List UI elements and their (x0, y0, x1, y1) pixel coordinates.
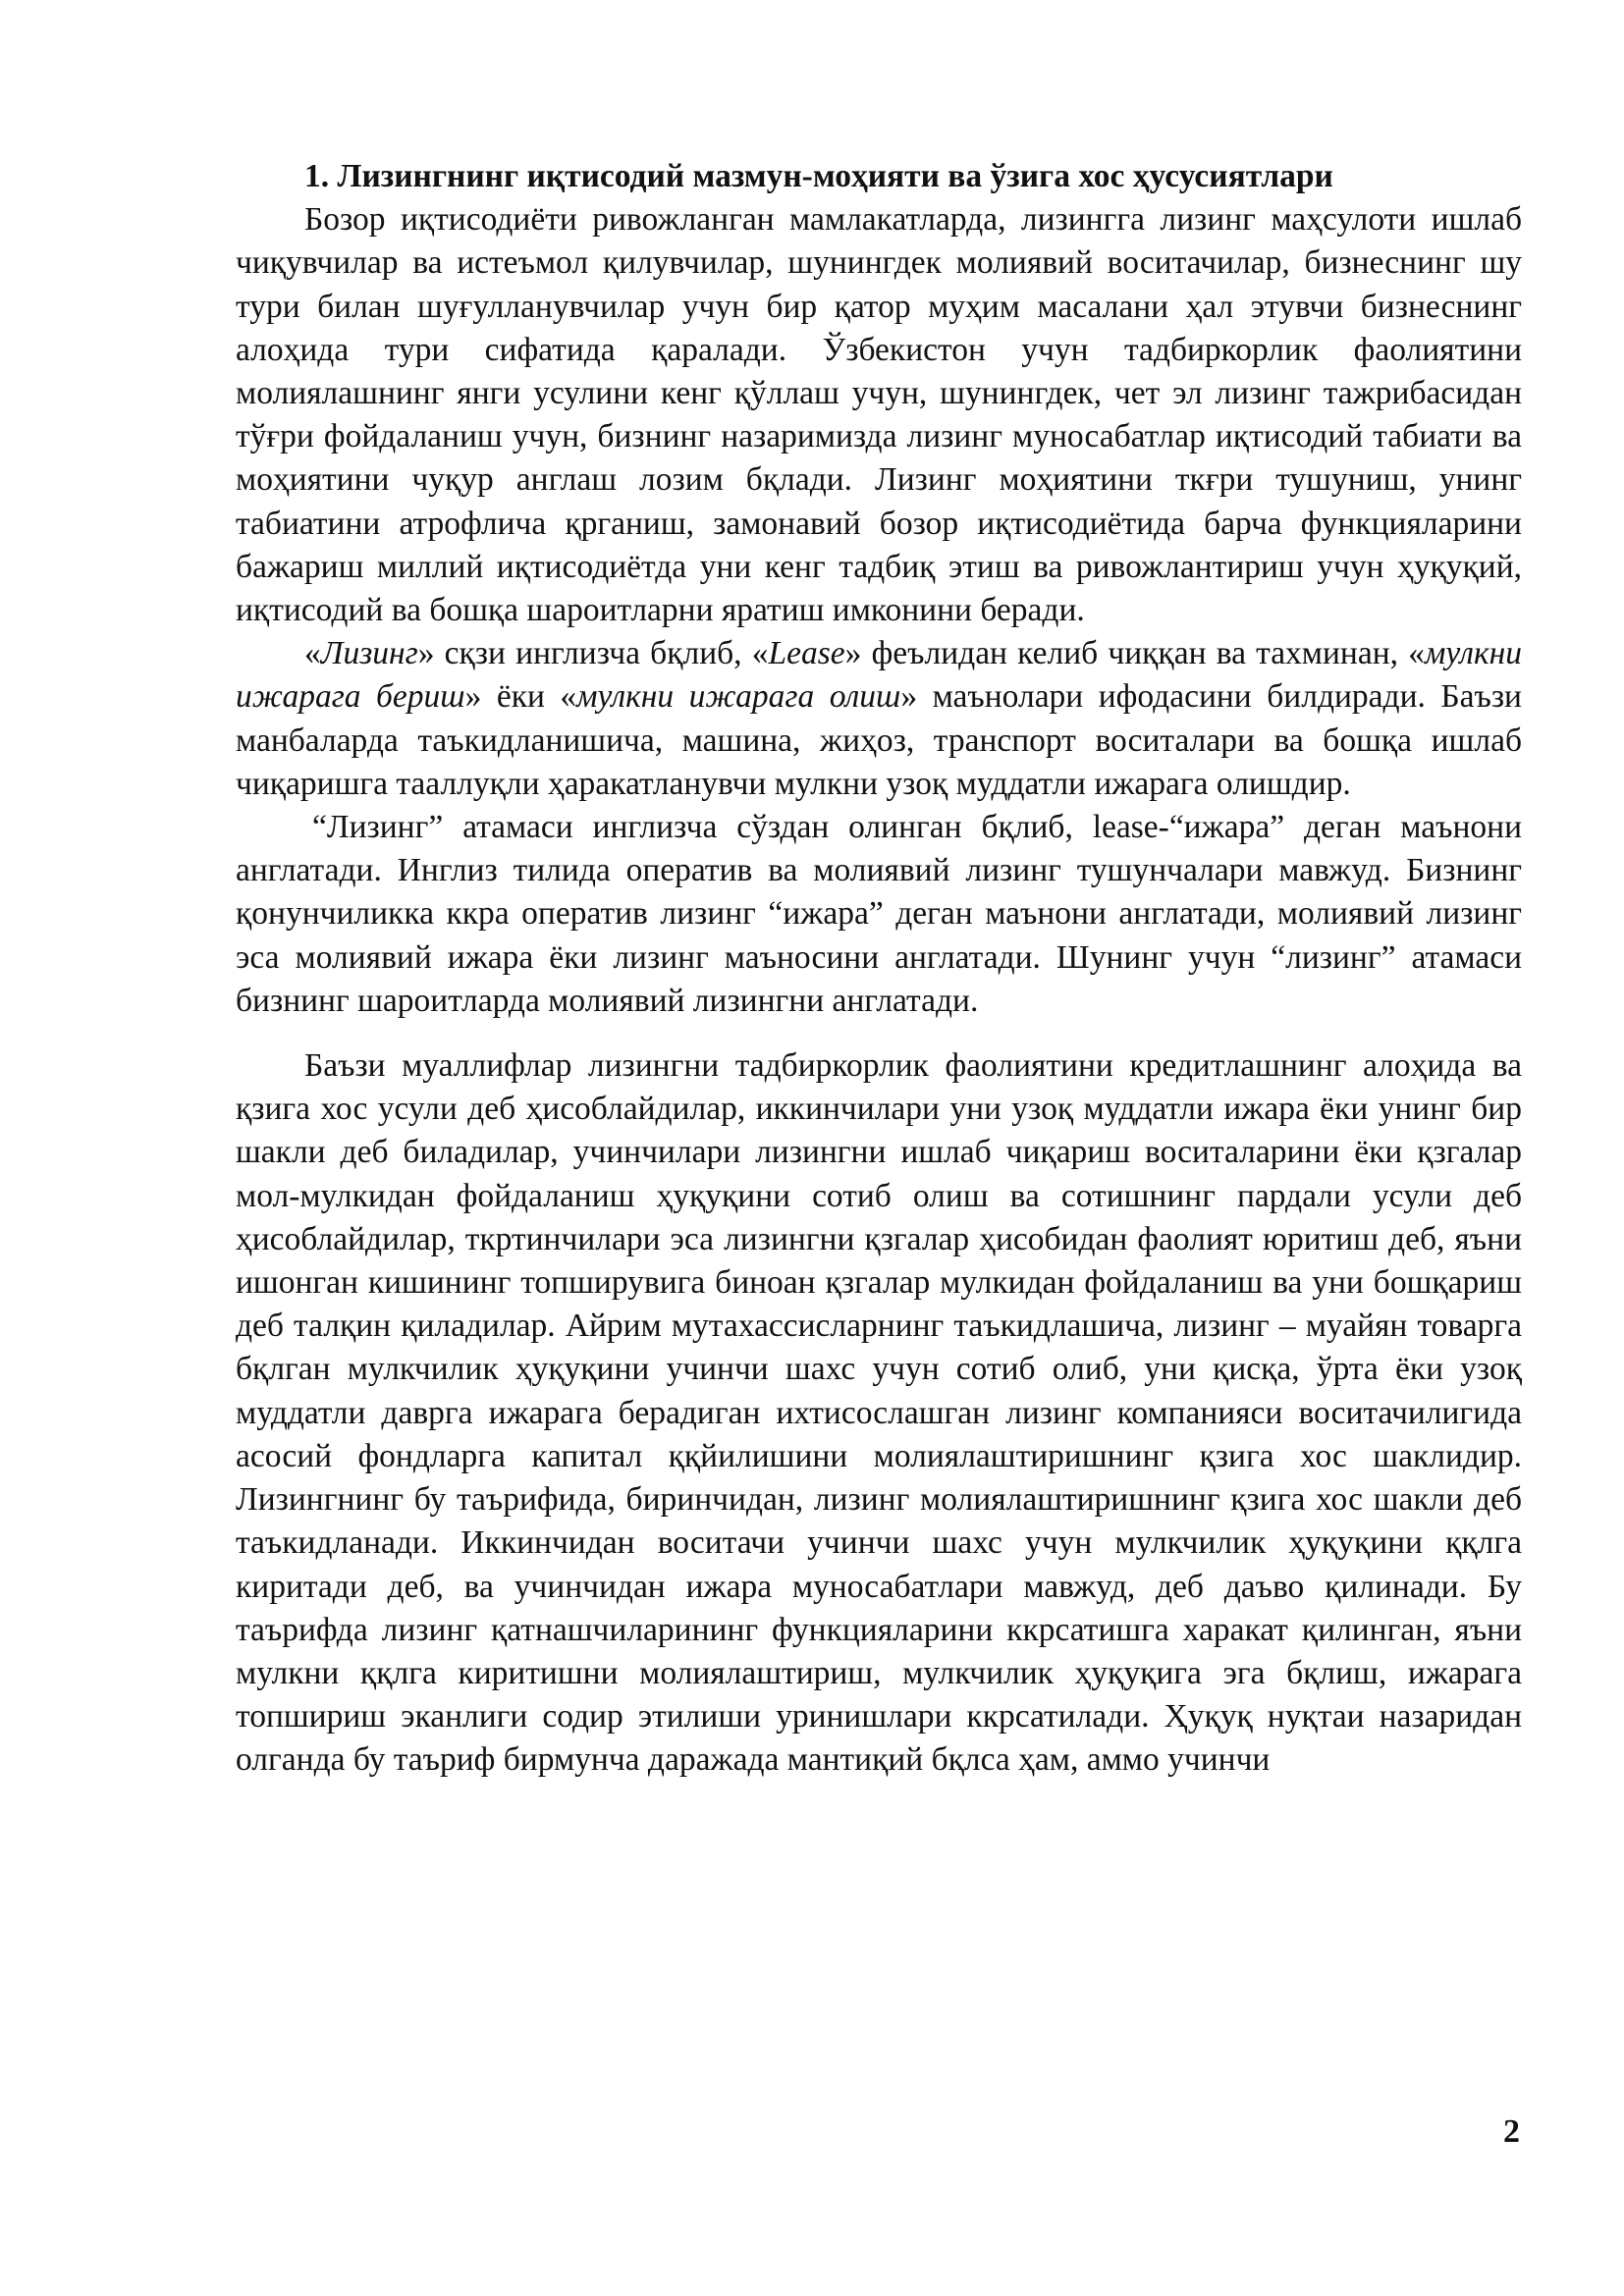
paragraph-2-text-3: » ёки « (464, 678, 577, 716)
section-heading: 1. Лизингнинг иқтисодий мазмун-моҳияти ва ўзига хос ҳусусиятлари (304, 158, 1333, 194)
paragraph-2-text-4: » маънолари ифодасини билдиради. Баъзи манбаларда таъкидланишича, машина, жиҳоз, транспорт воситалари ва бошқа ишлаб чиқаришга тааллуқли ҳаракатланувчи мулкни узоқ муддатли ижарага олишдир. (236, 678, 1522, 802)
term-lease-out: мулкни ижарага бериш (236, 635, 1522, 716)
quote-open: « (304, 635, 321, 672)
paragraph-3: “Лизинг” атамаси инглизча сўздан олинган бқлиб, lease-“ижара” деган маънони англатади. Инглиз тилида оператив ва молиявий лизинг тушунчалари мавжуд. Бизнинг қонунчиликка ккра оператив лизинг “ижара” деган маънони англатади, молиявий лизинг эса молиявий ижара ёки лизинг маъносини англатади. Шунинг учун “лизинг” атамаси бизнинг шароитларда молиявий лизингни англатади. (236, 809, 1522, 1019)
paragraph-4: Баъзи муаллифлар лизингни тадбиркорлик фаолиятини кредитлашнинг алоҳида ва қзига хос усули деб ҳисоблайдилар, иккинчилари уни узоқ муддатли ижара ёки унинг бир шакли деб биладилар, учинчилари лизингни ишлаб чиқариш воситаларини ёки қзгалар мол-мулкидан фойдаланиш ҳуқуқини сотиб олиш ва сотишнинг пардали усули деб ҳисоблайдилар, ткртинчилари эса лизингни қзгалар ҳисобидан фаолият юритиш деб, яъни ишонган кишининг топширувига биноан қзгалар мулкидан фойдаланиш ва уни бошқариш деб талқин қиладилар. Айрим мутахассисларнинг таъкидлашича, лизинг – муайян товарга бқлган мулкчилик ҳуқуқини учинчи шахс учун сотиб олиб, уни қисқа, ўрта ёки узоқ муддатли даврга ижарага берадиган ихтисослашган лизинг компанияси воситачилигида асосий фондларга капитал ққйилишини молиялаштиришнинг қзига хос шаклидир. Лизингнинг бу таърифида, биринчидан, лизинг молиялаштиришнинг қзига хос шакли деб таъкидланади. Иккинчидан воситачи учинчи шахс учун мулкчилик ҳуқуқини ққлга киритади деб, ва учинчидан ижара муносабатлари мавжуд, деб даъво қилинади. Бу таърифда лизинг қатнашчиларининг функцияларини ккрсатишга харакат қилинган, яъни мулкни ққлга киритишни молиялаштириш, мулкчилик ҳуқуқига эга бқлиш, ижарага топшириш эканлиги содир этилиши уринишлари ккрсатилади. Ҳуқуқ нуқтаи назаридан олганда бу таъриф бирмунча даражада мантиқий бқлса ҳам, аммо учинчи (236, 1047, 1522, 1779)
term-lizing: Лизинг (320, 635, 418, 672)
paragraph-1: Бозор иқтисодиёти ривожланган мамлакатларда, лизингга лизинг маҳсулоти ишлаб чиқувчилар ва истеъмол қилувчилар, шунингдек молиявий воситачилар, бизнеснинг шу тури билан шуғулланувчилар учун бир қатор муҳим масалани ҳал этувчи бизнеснинг алоҳида тури сифатида қаралади. Ўзбекистон учун тадбиркорлик фаолиятини молиялашнинг янги усулини кенг қўллаш учун, шунингдек, чет эл лизинг тажрибасидан тўғри фойдаланиш учун, бизнинг назаримизда лизинг муносабатлар иқтисодий табиати ва моҳиятини чуқур англаш лозим бқлади. Лизинг моҳиятини ткғри тушуниш, унинг табиатини атрофлича қрганиш, замонавий бозор иқтисодиётида барча функцияларини бажариш миллий иқтисодиётда уни кенг тадбиқ этиш ва ривожлантириш учун ҳуқуқий, иқтисодий ва бошқа шароитларни яратиш имконини беради. (236, 201, 1522, 629)
paragraph-2 (236, 632, 1522, 806)
paragraph-2-text-1: » сқзи инглизча бқлиб, « (417, 635, 769, 672)
term-lease-in: мулкни ижарага олиш (576, 678, 901, 716)
document-body (236, 155, 1522, 1783)
term-lease: Lease (768, 635, 845, 672)
page-number: 2 (1503, 2113, 1520, 2150)
paragraph-2-text-2: » феълидан келиб чиққан ва тахминан, « (844, 635, 1425, 672)
